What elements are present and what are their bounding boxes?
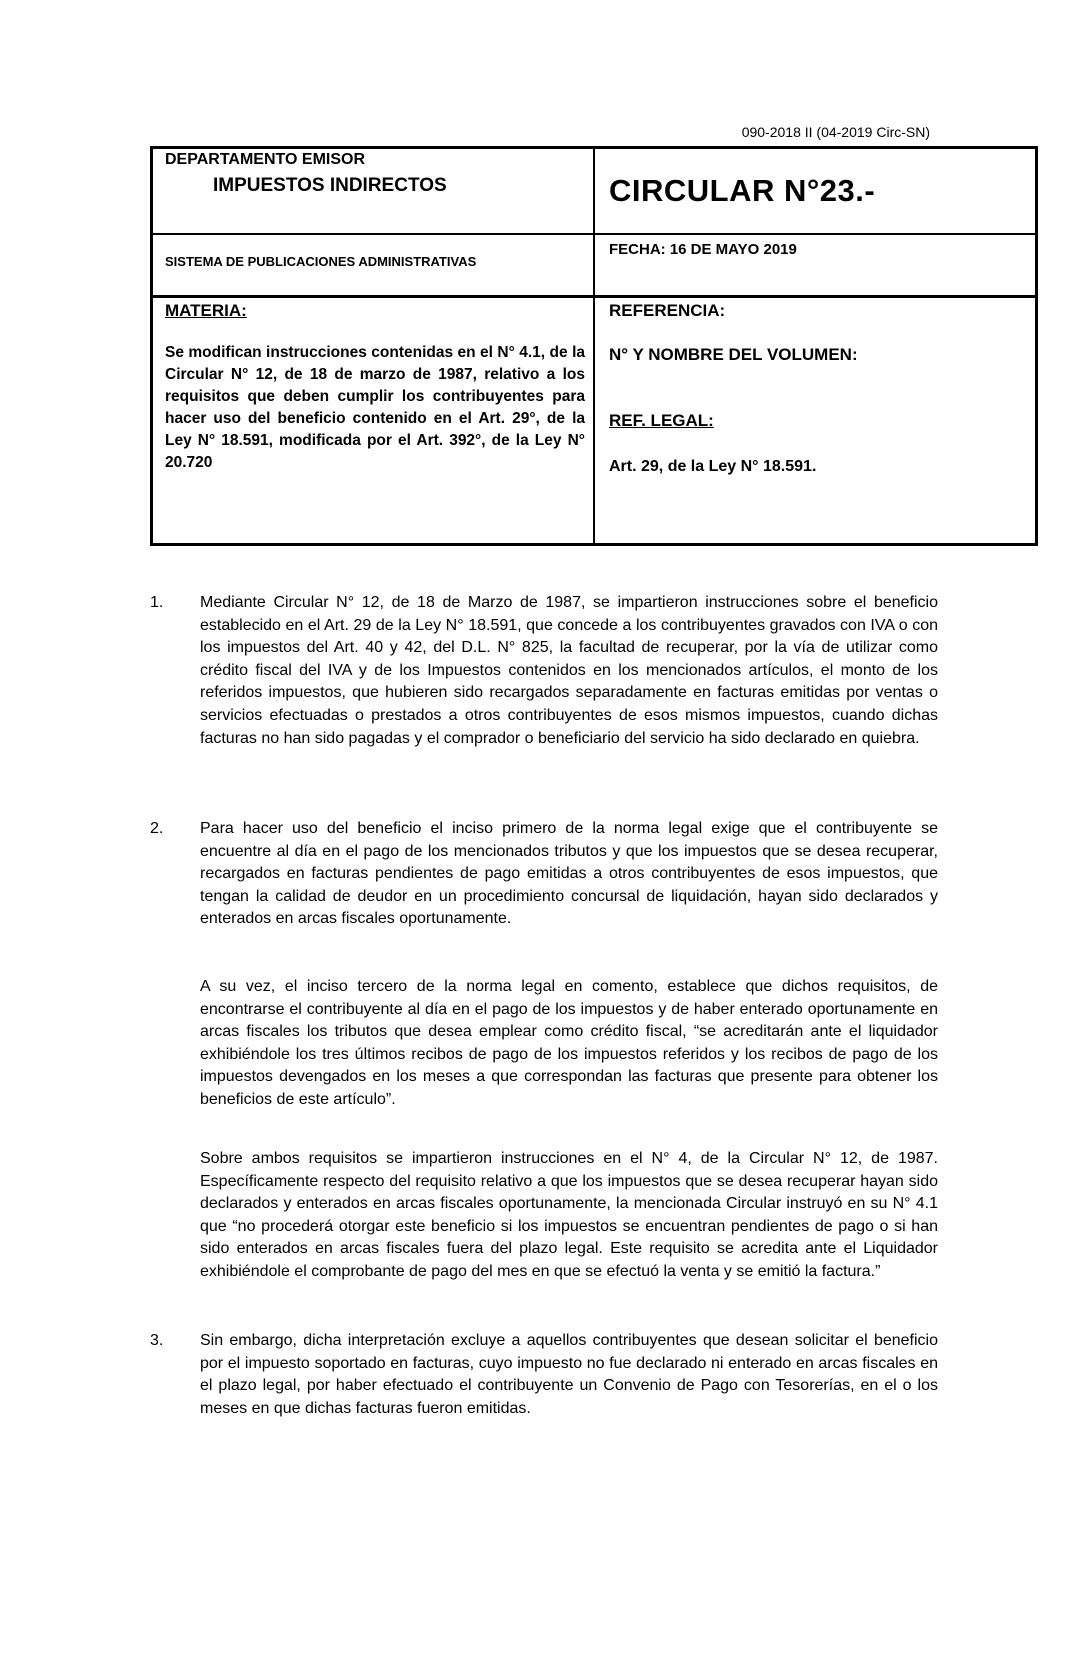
paragraph-text: Sobre ambos requisitos se impartieron instrucciones en el N° 4, de la Circular N° 12, de 1987. Específicamente respecto del requisito relativo a que los impuestos que se desea recuperar hayan sido declarados y enterados en arcas fiscales oportunamente, la mencionada Circular instruyó en su N° 4.1 que “no procederá otorgar este beneficio si los impuestos se encuentran pendientes de pago o si han sido enterados en arcas fiscales fuera del plazo legal. Este requisito se acredita ante el Liquidador exhibiéndole el comprobante de pago del mes en que se efectuó la venta y se emitió la factura.” (200, 1150, 938, 1280)
reference-code: 090-2018 II (04-2019 Circ-SN) (741, 124, 930, 140)
materia-text: Se modifican instrucciones contenidas en el N° 4.1, de la Circular N° 12, de 18 de marzo de 1987, relativo a los requisitos que deben cumplir los contribuyentes para hacer uso del beneficio contenido en el Art. 29°, de la Ley N° 18.591, modificada por el Art. 392°, de la Ley N° 20.720 (165, 344, 585, 471)
table-divider-vertical (593, 149, 595, 543)
volumen-label: N° Y NOMBRE DEL VOLUMEN: (609, 345, 858, 364)
paragraph-number: 2. (150, 820, 164, 837)
paragraph-text: Mediante Circular N° 12, de 18 de Marzo de 1987, se impartieron instrucciones sobre el beneficio establecido en el Art. 29 de la Ley N° 18.591, que concede a los contribuyentes gravados con IVA o con los impuestos del Art. 40 y 42, del D.L. N° 825, la facultad de recuperar, por la vía de utilizar como crédito fiscal del IVA y de los Impuestos contenidos en los mencionados artículos, el monto de los referidos impuestos, que hubieren sido recargados separadamente en facturas emitidas por ventas o servicios efectuadas o prestados a otros contribuyentes de esos mismos impuestos, cuando dichas facturas no han sido pagadas y el comprador o beneficiario del servicio ha sido declarado en quiebra. (200, 594, 938, 747)
table-divider-row1 (153, 233, 1035, 235)
paragraph-number: 3. (150, 1332, 164, 1349)
paragraph-2c (150, 1148, 938, 1284)
paragraph-number: 1. (150, 594, 164, 611)
table-divider-row2 (153, 295, 1035, 298)
ref-legal-title: REF. LEGAL: (609, 411, 714, 430)
system-label: SISTEMA DE PUBLICACIONES ADMINISTRATIVAS (165, 254, 477, 269)
header-table (150, 146, 1038, 546)
materia-title: MATERIA: (165, 301, 247, 320)
paragraph-text: Para hacer uso del beneficio el inciso primero de la norma legal exige que el contribuyente se encuentre al día en el pago de los mencionados tributos y que los impuestos que se desea recuperar, recargados en facturas pendientes de pago emitidas a otros contribuyentes de esos impuestos, que tengan la calidad de deudor en un procedimiento concursal de liquidación, hayan sido declarados y enterados en arcas fiscales oportunamente. (200, 820, 938, 928)
circular-number: CIRCULAR N°23.- (609, 173, 876, 208)
paragraph-2b (150, 976, 938, 1112)
paragraph-1 (150, 592, 938, 750)
paragraph-text: A su vez, el inciso tercero de la norma legal en comento, establece que dichos requisitos, de encontrarse el contribuyente al día en el pago de los impuestos y de haber enterado oportunamente en arcas fiscales los tributos que desea emplear como crédito fiscal, “se acreditarán ante el liquidador exhibiéndole los tres últimos recibos de pago de los impuestos referidos y los recibos de pago de los impuestos devengados en los meses a que correspondan las facturas que presente para obtener los beneficios de este artículo”. (200, 978, 938, 1108)
department-name: IMPUESTOS INDIRECTOS (213, 175, 447, 196)
paragraph-3 (150, 1330, 938, 1420)
paragraph-text: Sin embargo, dicha interpretación excluye a aquellos contribuyentes que desean solicitar el beneficio por el impuesto soportado en facturas, cuyo impuesto no fue declarado ni enterado en arcas fiscales en el plazo legal, por haber efectuado el contribuyente un Convenio de Pago con Tesorerías, en el o los meses en que dichas facturas fueron emitidas. (200, 1332, 938, 1417)
ref-legal-text: Art. 29, de la Ley N° 18.591. (609, 458, 817, 475)
department-label: DEPARTAMENTO EMISOR (165, 151, 366, 168)
date-label: FECHA: 16 DE MAYO 2019 (609, 241, 797, 258)
paragraph-2 (150, 818, 938, 931)
referencia-title: REFERENCIA: (609, 301, 726, 320)
